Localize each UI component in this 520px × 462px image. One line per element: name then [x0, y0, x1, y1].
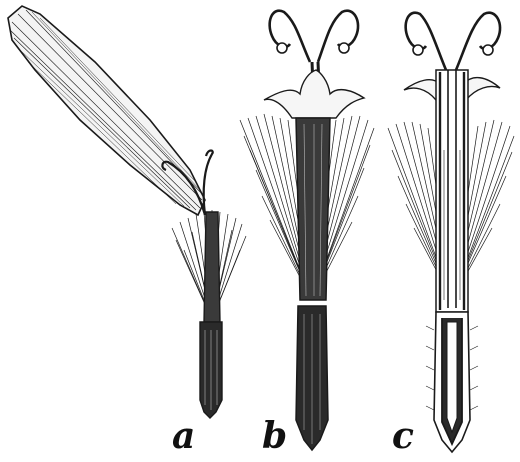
figure-c-stigma-right — [483, 45, 493, 55]
figure-c-style-branches — [406, 13, 500, 70]
figure-label-a: a — [172, 415, 196, 457]
figure-c-corolla-lobes — [404, 80, 440, 100]
figure-b-stigma-right — [339, 43, 349, 53]
figure-label-c: c — [392, 415, 414, 457]
figure-c-stigma-left — [413, 45, 423, 55]
figure-a-ligule — [8, 6, 205, 215]
figure-b-corolla-lobes — [264, 70, 364, 118]
figure-b-tube — [296, 118, 330, 300]
figure-label-b: b — [262, 415, 288, 457]
figure-c-section — [388, 13, 514, 457]
figure-b-stigma-left — [277, 43, 287, 53]
figure-b-floret — [240, 11, 374, 450]
figure-a-floret — [8, 6, 246, 418]
figure-a-tube — [204, 212, 220, 322]
